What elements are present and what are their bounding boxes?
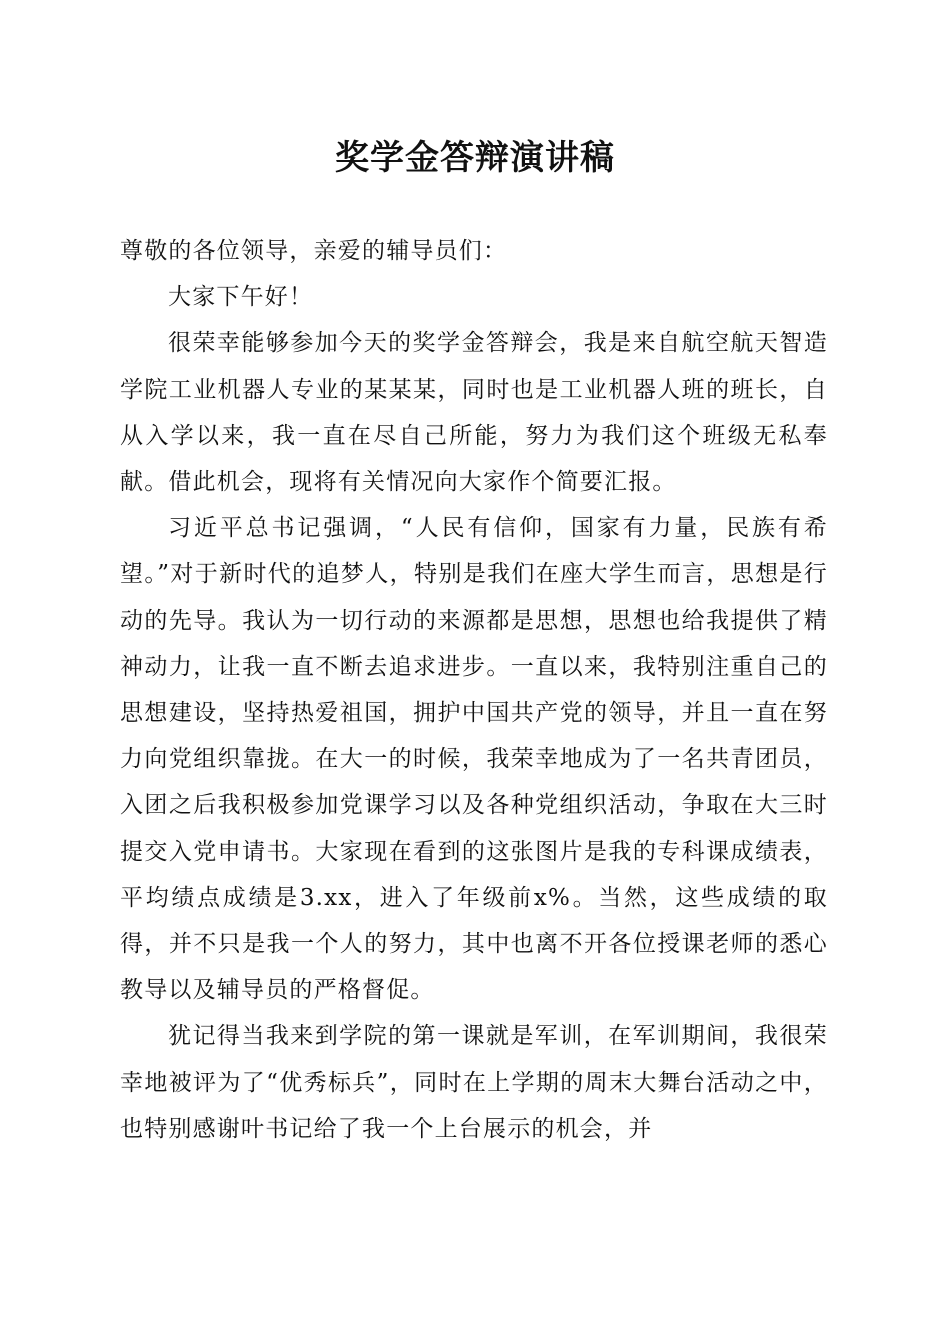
paragraph-greeting: 大家下午好！ (168, 284, 314, 311)
salutation: 尊敬的各位领导，亲爱的辅导员们： (120, 238, 508, 264)
paragraph-military-training: 犹记得当我来到学院的第一课就是军训，在军训期间，我很荣幸地被评为了“优秀标兵”，同时在上学期的周末大舞台活动之中，也特别感谢叶书记给了我一个上台展示的机会，并 (120, 1023, 828, 1142)
document-body (120, 228, 828, 1152)
document-title: 奖学金答辩演讲稿 (335, 138, 615, 178)
paragraph-ideology-and-grades: 习近平总书记强调，“人民有信仰，国家有力量，民族有希望。”对于新时代的追梦人，特别是我们在座大学生而言，思想是行动的先导。我认为一切行动的来源都是思想，思想也给我提供了精神动力，让我一直不断去追求进步。一直以来，我特别注重自己的思想建设，坚持热爱祖国，拥护中国共产党的领导，并且一直在努力向党组织靠拢。在大一的时候，我荣幸地成为了一名共青团员，入团之后我积极参加党课学习以及各种党组织活动，争取在大三时提交入党申请书。大家现在看到的这张图片是我的专科课成绩表，平均绩点成绩是3.xx，进入了年级前x%。当然，这些成绩的取得，并不只是我一个人的努力，其中也离不开各位授课老师的悉心教导以及辅导员的严格督促。 (120, 515, 828, 1004)
paragraph-introduction: 很荣幸能够参加今天的奖学金答辩会，我是来自航空航天智造学院工业机器人专业的某某某，同时也是工业机器人班的班长，自从入学以来，我一直在尽自己所能，努力为我们这个班级无私奉献。借此机会，现将有关情况向大家作个简要汇报。 (120, 330, 828, 496)
